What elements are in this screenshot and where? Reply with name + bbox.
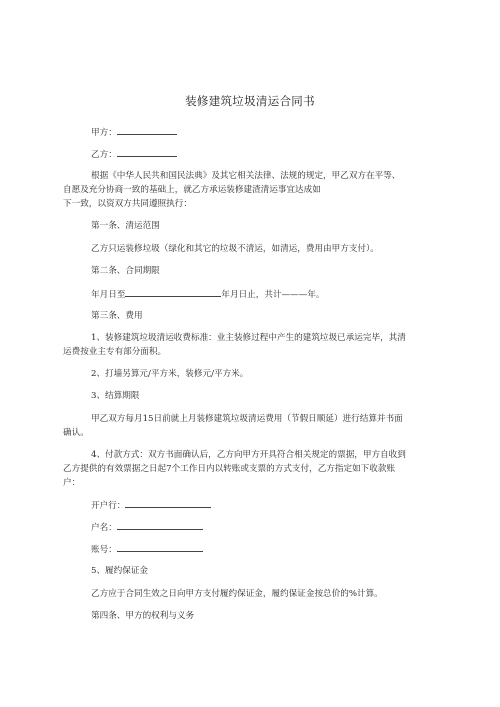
account-name-line (91, 521, 203, 534)
intro-line-2: 自愿及充分协商一致的基础上，就乙方承运装修建渣清运事宜达成如 (63, 185, 321, 195)
account-name-label: 户名： (91, 523, 117, 533)
account-number-line (91, 543, 203, 556)
party-a-line (91, 126, 177, 139)
party-a-blank[interactable] (117, 126, 177, 135)
settlement-line-1: 甲乙双方每月15日前就上月装修建筑垃圾清运费用（节假日顺延）进行结算并书面 (91, 414, 403, 424)
article-1-title: 第一条、清运范围 (91, 221, 160, 231)
intro-line-3: 下一致，以资双方共同遵照执行： (63, 199, 192, 209)
document-title: 装修建筑垃圾清运合同书 (185, 94, 315, 108)
article-2-body (91, 288, 325, 301)
payment-line-2: 乙方提供的有效票据之日起7个工作日内以转账或支票的方式支付，乙方指定如下收款账 (63, 464, 396, 474)
bank-line (91, 499, 211, 512)
term-start: 年月日至 (91, 290, 126, 300)
account-number-blank[interactable] (117, 543, 203, 552)
fee-item-1-line-2: 运费按业主专有部分面积。 (63, 347, 167, 357)
fee-item-1-line-1: 1、装修建筑垃圾清运收费标准：业主装修过程中产生的建筑垃圾已承运完毕，其清 (91, 333, 406, 343)
settlement-line-2: 确认。 (63, 428, 89, 438)
account-name-blank[interactable] (117, 521, 203, 530)
party-a-label: 甲方： (91, 128, 117, 138)
deposit-body: 乙方应于合同生效之日向甲方支付履约保证金，履约保证金按总价的%计算。 (91, 589, 383, 599)
payment-line-1: 4、付款方式：双方书面确认后，乙方向甲方开具符合相关规定的票据，甲方自收到 (91, 450, 406, 460)
party-b-label: 乙方： (91, 150, 117, 160)
intro-line-1: 根据《中华人民共和国民法典》及其它相关法律、法规的规定，甲乙双方在平等、 (91, 171, 401, 181)
party-b-blank[interactable] (117, 148, 177, 157)
term-end: 年月日止，共计———年。 (221, 290, 325, 300)
article-3-title: 第三条、费用 (91, 311, 143, 321)
party-b-line (91, 148, 177, 161)
account-number-label: 账号： (91, 545, 117, 555)
article-2-title: 第二条、合同期限 (91, 266, 160, 276)
bank-label: 开户行： (91, 501, 126, 511)
article-4-title: 第四条、甲方的权利与义务 (91, 611, 195, 621)
payment-line-3: 户： (63, 478, 81, 488)
article-1-body: 乙方只运装修垃圾（绿化和其它的垃圾不清运，如清运，费用由甲方支付）。 (91, 244, 379, 254)
fee-item-5: 5、履约保证金 (91, 566, 149, 576)
fee-item-2: 2、打墙另算元/平方米，装修元/平方米。 (91, 369, 249, 379)
fee-item-3: 3、结算期限 (91, 391, 140, 401)
term-blank[interactable] (125, 288, 221, 297)
bank-blank[interactable] (125, 499, 211, 508)
